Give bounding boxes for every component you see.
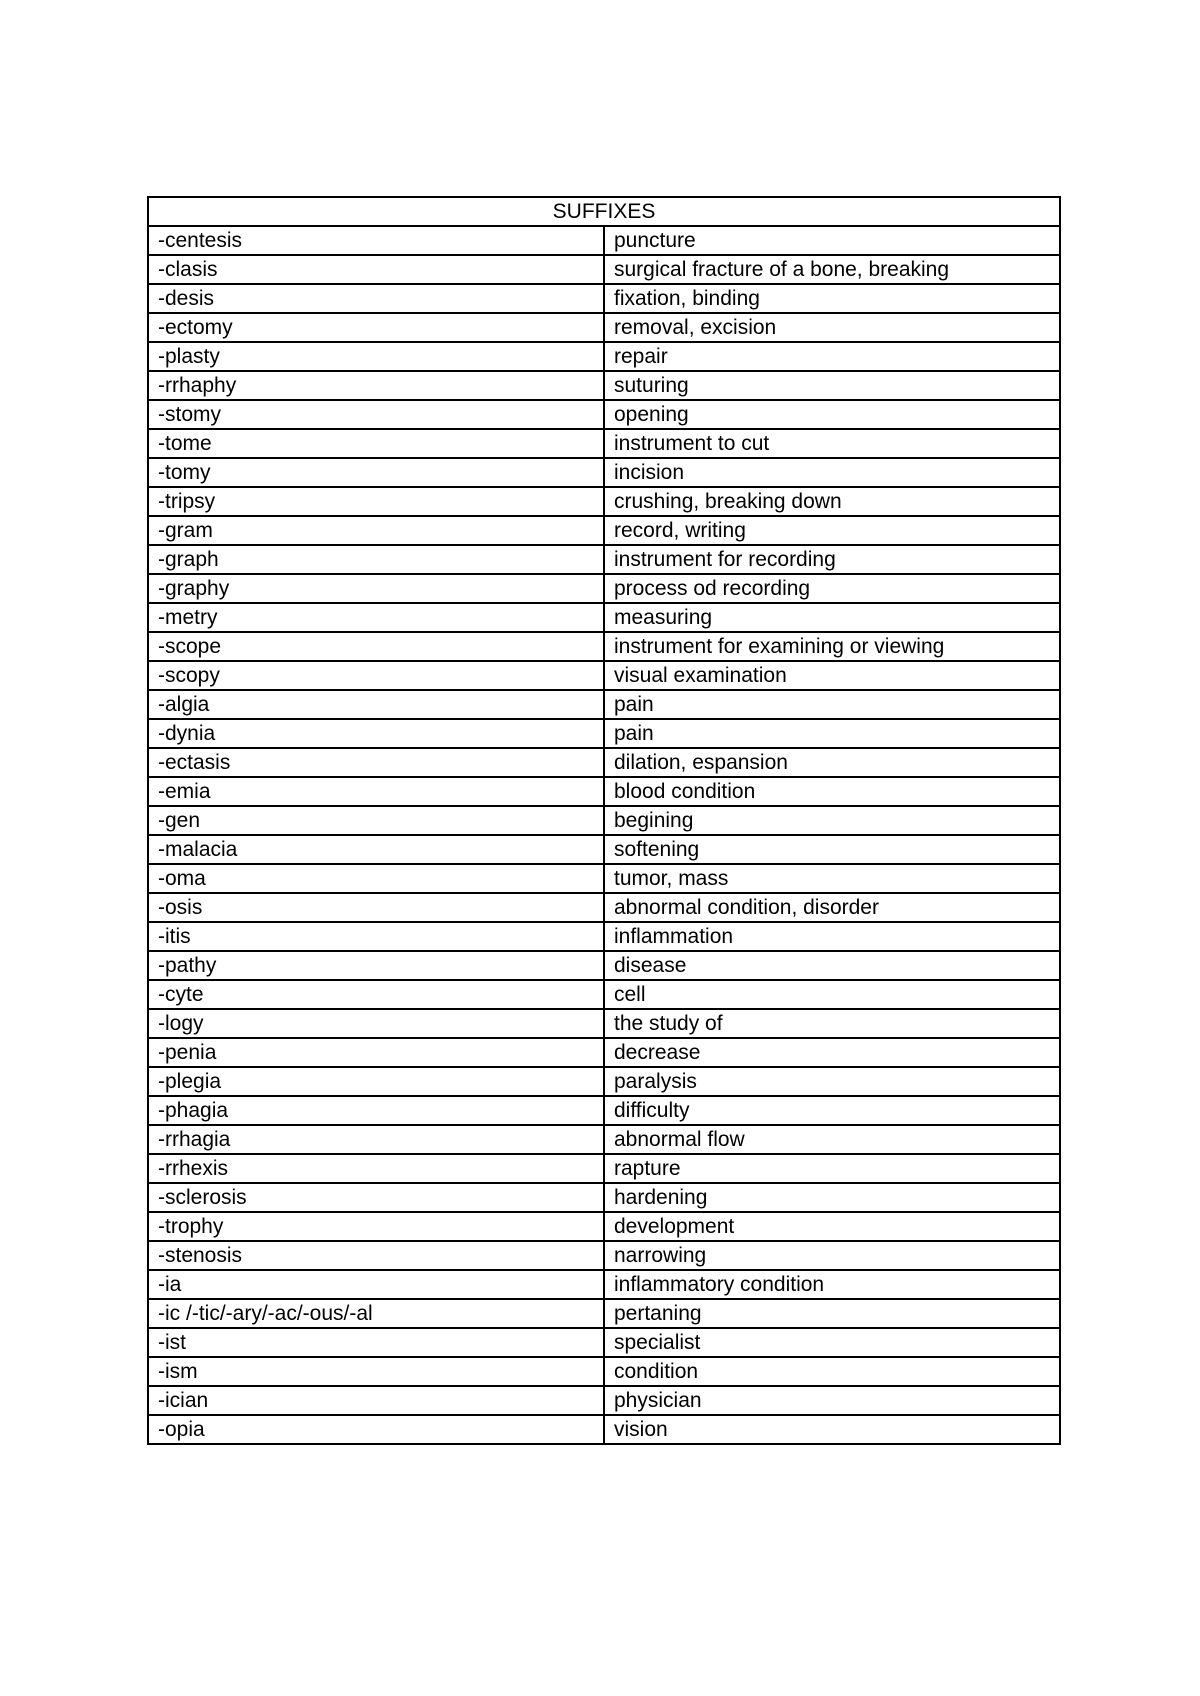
- suffix-cell: -ectomy: [148, 313, 604, 342]
- suffix-cell: -cyte: [148, 980, 604, 1009]
- suffix-cell: -osis: [148, 893, 604, 922]
- suffix-cell: -tomy: [148, 458, 604, 487]
- table-row: [148, 1125, 1060, 1154]
- suffix-cell: -ic /-tic/-ary/-ac/-ous/-al: [148, 1299, 604, 1328]
- table-row: [148, 1096, 1060, 1125]
- suffix-cell: -trophy: [148, 1212, 604, 1241]
- meaning-cell: disease: [604, 951, 1060, 980]
- suffix-cell: -scopy: [148, 661, 604, 690]
- meaning-cell: narrowing: [604, 1241, 1060, 1270]
- table-title-row: [148, 197, 1060, 226]
- suffix-cell: -ectasis: [148, 748, 604, 777]
- meaning-cell: incision: [604, 458, 1060, 487]
- suffix-cell: -tripsy: [148, 487, 604, 516]
- meaning-cell: paralysis: [604, 1067, 1060, 1096]
- suffix-cell: -gen: [148, 806, 604, 835]
- suffix-cell: -rrhaphy: [148, 371, 604, 400]
- table-row: [148, 1067, 1060, 1096]
- meaning-cell: rapture: [604, 1154, 1060, 1183]
- suffix-cell: -metry: [148, 603, 604, 632]
- meaning-cell: abnormal condition, disorder: [604, 893, 1060, 922]
- suffix-cell: -rrhexis: [148, 1154, 604, 1183]
- table-row: [148, 487, 1060, 516]
- suffix-cell: -gram: [148, 516, 604, 545]
- table-row: [148, 1270, 1060, 1299]
- table-row: [148, 632, 1060, 661]
- meaning-cell: suturing: [604, 371, 1060, 400]
- meaning-cell: crushing, breaking down: [604, 487, 1060, 516]
- table-row: [148, 313, 1060, 342]
- meaning-cell: instrument for recording: [604, 545, 1060, 574]
- table-row: [148, 980, 1060, 1009]
- meaning-cell: hardening: [604, 1183, 1060, 1212]
- table-row: [148, 400, 1060, 429]
- meaning-cell: begining: [604, 806, 1060, 835]
- table-row: [148, 1154, 1060, 1183]
- table-row: [148, 1212, 1060, 1241]
- table-row: [148, 371, 1060, 400]
- suffix-cell: -ia: [148, 1270, 604, 1299]
- suffix-cell: -itis: [148, 922, 604, 951]
- suffix-cell: -logy: [148, 1009, 604, 1038]
- suffixes-table: [147, 196, 1061, 1445]
- table-row: [148, 806, 1060, 835]
- table-row: [148, 835, 1060, 864]
- suffix-cell: -opia: [148, 1415, 604, 1444]
- table-row: [148, 516, 1060, 545]
- meaning-cell: blood condition: [604, 777, 1060, 806]
- meaning-cell: development: [604, 1212, 1060, 1241]
- meaning-cell: the study of: [604, 1009, 1060, 1038]
- meaning-cell: cell: [604, 980, 1060, 1009]
- suffix-cell: -scope: [148, 632, 604, 661]
- suffix-cell: -plegia: [148, 1067, 604, 1096]
- suffix-cell: -phagia: [148, 1096, 604, 1125]
- table-row: [148, 777, 1060, 806]
- meaning-cell: specialist: [604, 1328, 1060, 1357]
- suffix-cell: -malacia: [148, 835, 604, 864]
- table-body: [148, 226, 1060, 1444]
- suffix-cell: -ism: [148, 1357, 604, 1386]
- meaning-cell: opening: [604, 400, 1060, 429]
- meaning-cell: physician: [604, 1386, 1060, 1415]
- meaning-cell: condition: [604, 1357, 1060, 1386]
- suffix-cell: -stomy: [148, 400, 604, 429]
- suffix-cell: -graphy: [148, 574, 604, 603]
- table-row: [148, 1299, 1060, 1328]
- suffix-cell: -ician: [148, 1386, 604, 1415]
- table-row: [148, 1183, 1060, 1212]
- meaning-cell: pain: [604, 719, 1060, 748]
- table-row: [148, 545, 1060, 574]
- suffix-cell: -dynia: [148, 719, 604, 748]
- suffix-cell: -plasty: [148, 342, 604, 371]
- table-row: [148, 690, 1060, 719]
- table-row: [148, 661, 1060, 690]
- table-row: [148, 603, 1060, 632]
- suffix-cell: -graph: [148, 545, 604, 574]
- suffix-cell: -penia: [148, 1038, 604, 1067]
- meaning-cell: abnormal flow: [604, 1125, 1060, 1154]
- table-row: [148, 1357, 1060, 1386]
- meaning-cell: tumor, mass: [604, 864, 1060, 893]
- table-title: SUFFIXES: [148, 197, 1060, 226]
- table-row: [148, 1328, 1060, 1357]
- table-row: [148, 1241, 1060, 1270]
- meaning-cell: pain: [604, 690, 1060, 719]
- meaning-cell: inflammatory condition: [604, 1270, 1060, 1299]
- suffix-cell: -stenosis: [148, 1241, 604, 1270]
- table-row: [148, 458, 1060, 487]
- suffix-cell: -clasis: [148, 255, 604, 284]
- suffix-cell: -rrhagia: [148, 1125, 604, 1154]
- table-row: [148, 1038, 1060, 1067]
- table-row: [148, 893, 1060, 922]
- suffix-cell: -desis: [148, 284, 604, 313]
- suffix-cell: -sclerosis: [148, 1183, 604, 1212]
- table-row: [148, 1009, 1060, 1038]
- table-row: [148, 719, 1060, 748]
- meaning-cell: removal, excision: [604, 313, 1060, 342]
- suffix-cell: -tome: [148, 429, 604, 458]
- meaning-cell: surgical fracture of a bone, breaking: [604, 255, 1060, 284]
- table-row: [148, 429, 1060, 458]
- meaning-cell: measuring: [604, 603, 1060, 632]
- suffix-cell: -pathy: [148, 951, 604, 980]
- table-row: [148, 922, 1060, 951]
- meaning-cell: decrease: [604, 1038, 1060, 1067]
- table-row: [148, 255, 1060, 284]
- meaning-cell: repair: [604, 342, 1060, 371]
- meaning-cell: record, writing: [604, 516, 1060, 545]
- table-row: [148, 864, 1060, 893]
- meaning-cell: visual examination: [604, 661, 1060, 690]
- meaning-cell: process od recording: [604, 574, 1060, 603]
- table-row: [148, 574, 1060, 603]
- table-row: [148, 284, 1060, 313]
- meaning-cell: pertaning: [604, 1299, 1060, 1328]
- suffix-cell: -emia: [148, 777, 604, 806]
- meaning-cell: vision: [604, 1415, 1060, 1444]
- meaning-cell: dilation, espansion: [604, 748, 1060, 777]
- table-row: [148, 1386, 1060, 1415]
- suffix-cell: -oma: [148, 864, 604, 893]
- meaning-cell: instrument for examining or viewing: [604, 632, 1060, 661]
- meaning-cell: puncture: [604, 226, 1060, 255]
- meaning-cell: inflammation: [604, 922, 1060, 951]
- table-row: [148, 748, 1060, 777]
- table-row: [148, 951, 1060, 980]
- table-row: [148, 226, 1060, 255]
- suffix-cell: -algia: [148, 690, 604, 719]
- meaning-cell: instrument to cut: [604, 429, 1060, 458]
- meaning-cell: fixation, binding: [604, 284, 1060, 313]
- table-row: [148, 1415, 1060, 1444]
- meaning-cell: softening: [604, 835, 1060, 864]
- suffix-cell: -ist: [148, 1328, 604, 1357]
- meaning-cell: difficulty: [604, 1096, 1060, 1125]
- suffix-cell: -centesis: [148, 226, 604, 255]
- table-row: [148, 342, 1060, 371]
